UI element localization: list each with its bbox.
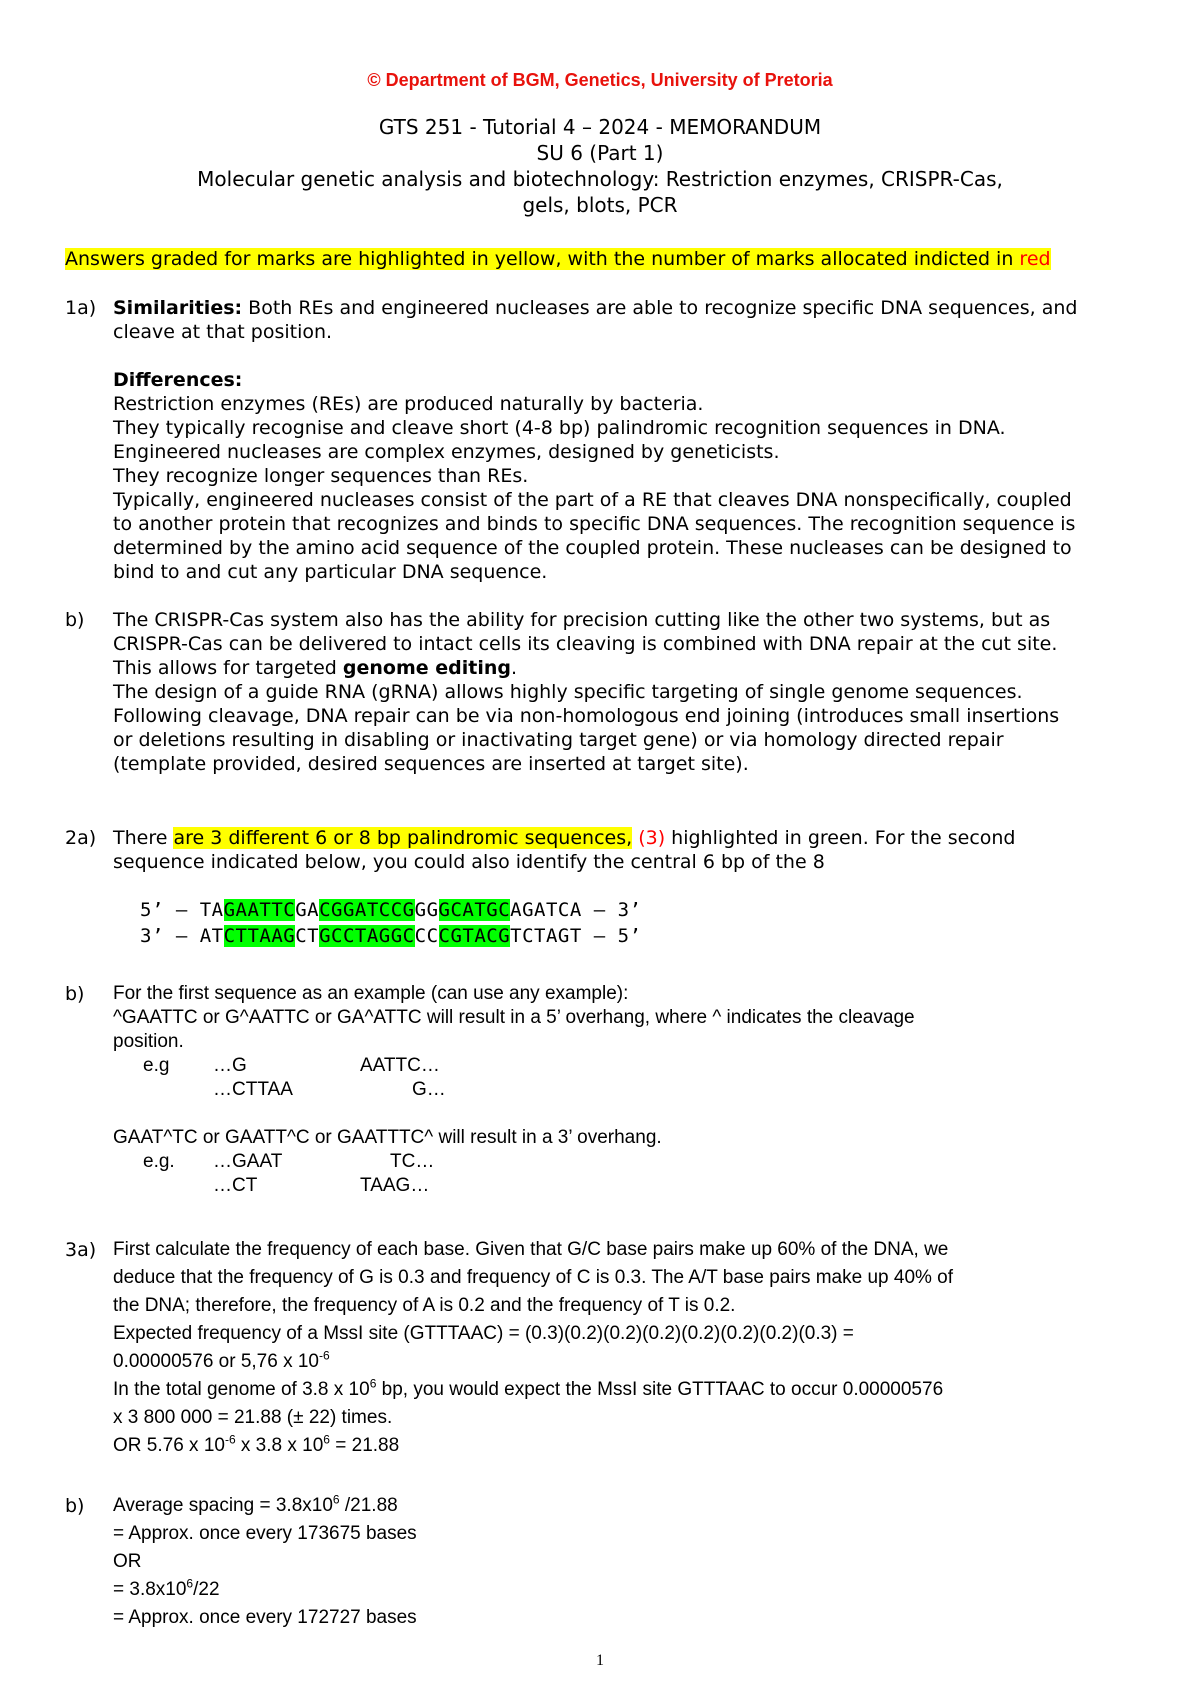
dna-strand-bottom [140,924,642,948]
q3b-line1-post: /21.88 [339,1495,398,1516]
q3a-line6 [113,1378,943,1402]
seq-part: CT [295,925,320,947]
q1a-line: Engineered nucleases are complex enzymes, designed by geneticists. [113,441,780,463]
similarities-heading: Similarities: [113,297,243,319]
q2a-pre: There [113,827,174,849]
page-number: 1 [596,1652,604,1669]
q3b-line: OR [113,1551,142,1572]
q2a-label: 2a) [65,827,97,849]
title-line-3: Molecular genetic analysis and biotechnology: Restriction enzymes, CRISPR-Cas, [197,167,1003,191]
palindrome-1: GAATTC [223,899,296,921]
grading-note [65,247,1051,271]
q3b-line4-post: /22 [193,1579,220,1600]
exponent: 6 [332,1492,340,1507]
q3b-line: = Approx. once every 172727 bases [113,1607,417,1628]
q1a-line: They recognize longer sequences than REs. [113,465,529,487]
q1a-line: Typically, engineered nucleases consist of the part of a RE that cleaves DNA nonspecifically, coupled [113,489,1072,511]
seq-part: 3’ – AT [140,925,224,947]
q3a-line5 [113,1350,330,1374]
eg1-top-left: …G [213,1055,247,1076]
palindrome-2: CGGATCCG [319,899,415,921]
title-line-2: SU 6 (Part 1) [536,141,664,165]
q2a-marks: (3) [638,827,666,849]
exponent: 6 [186,1576,194,1591]
seq-part: 5’ – TA [140,899,224,921]
q2b-line: GAAT^TC or GAATT^C or GAATTTC^ will result in a 3’ overhang. [113,1127,662,1148]
q1a-label: 1a) [65,297,97,319]
q2b-line: position. [113,1031,184,1052]
seq-part: GA [295,899,320,921]
q3a-line8-a: OR 5.76 x 10 [113,1435,225,1456]
q3a-label: 3a) [65,1239,97,1261]
seq-part: TCTAGT – 5’ [510,925,642,947]
seq-part: CC [414,925,439,947]
q2b-label: b) [65,983,85,1005]
eg1-label: e.g [143,1055,170,1076]
q1b-line: The CRISPR-Cas system also has the ability for precision cutting like the other two systems, but as [113,609,1051,631]
differences-heading: Differences: [113,369,243,391]
eg2-bottom-left: …CT [213,1175,258,1196]
palindrome-2: GCCTAGGC [319,925,415,947]
exponent: -6 [224,1432,236,1447]
q1a-line: They typically recognise and cleave short (4-8 bp) palindromic recognition sequences in DNA. [113,417,1006,439]
q1a-line: to another protein that recognizes and binds to specific DNA sequences. The recognition sequence is [113,513,1076,535]
q3a-line6-pre: In the total genome of 3.8 x 10 [113,1379,370,1400]
q1a-line: Restriction enzymes (REs) are produced naturally by bacteria. [113,393,704,415]
exponent: 6 [369,1376,377,1391]
palindrome-3: GCATGC [438,899,511,921]
q3a-line: the DNA; therefore, the frequency of A is 0.2 and the frequency of T is 0.2. [113,1295,736,1316]
seq-part: AGATCA – 3’ [510,899,642,921]
q1b-label: b) [65,609,85,631]
genome-editing-term: genome editing [342,657,511,679]
q3a-line8-c: = 21.88 [329,1435,400,1456]
title-line-4: gels, blots, PCR [522,193,678,217]
palindrome-1: CTTAAG [223,925,296,947]
q2a-line1 [113,826,1016,850]
copyright-notice: © Department of BGM, Genetics, University of Pretoria [367,70,833,90]
grading-note-red-word: red [1019,248,1051,270]
q3a-line: x 3 800 000 = 21.88 (± 22) times. [113,1407,393,1428]
eg1-top-right: AATTC… [360,1055,440,1076]
q3a-line: deduce that the frequency of G is 0.3 and frequency of C is 0.3. The A/T base pairs make up 40% of [113,1267,954,1288]
grading-note-text: Answers graded for marks are highlighted in yellow, with the number of marks allocated indicted in [65,248,1020,270]
q3a-line6-post: bp, you would expect the MssI site GTTTAAC to occur 0.00000576 [376,1379,944,1400]
q2a-line2: sequence indicated below, you could also identify the central 6 bp of the 8 [113,851,825,873]
q2b-line: ^GAATTC or G^AATTC or GA^ATTC will result in a 5’ overhang, where ^ indicates the cleavage [113,1007,915,1028]
q1b-line: Following cleavage, DNA repair can be via non-homologous end joining (introduces small insertions [113,705,1060,727]
q3a-line: First calculate the frequency of each base. Given that G/C base pairs make up 60% of the DNA, we [113,1239,949,1260]
q3b-line4-pre: = 3.8x10 [113,1579,187,1600]
q3b-line1-pre: Average spacing = 3.8x10 [113,1495,333,1516]
q3a-line5-text: 0.00000576 or 5,76 x 10 [113,1351,320,1372]
q1b-line: The design of a guide RNA (gRNA) allows highly specific targeting of single genome sequences. [113,681,1023,703]
q3a-line: Expected frequency of a MssI site (GTTTAAC) = (0.3)(0.2)(0.2)(0.2)(0.2)(0.2)(0.2)(0.3) = [113,1323,854,1344]
exponent: 6 [323,1432,330,1447]
exponent: -6 [319,1348,330,1363]
q1b-line: (template provided, desired sequences are inserted at target site). [113,753,749,775]
q1b-line: or deletions resulting in disabling or inactivating target gene) or via homology directed repair [113,729,1004,751]
title-line-1: GTS 251 - Tutorial 4 – 2024 - MEMORANDUM [378,115,822,139]
q1a-similarities [113,296,1077,320]
eg2-top-right: TC… [390,1151,435,1172]
q3a-line8-b: x 3.8 x 10 [235,1435,324,1456]
q1a-line: determined by the amino acid sequence of the coupled protein. These nucleases can be designed to [113,537,1072,559]
q3b-line: = Approx. once every 173675 bases [113,1523,417,1544]
eg1-bottom-right: G… [412,1079,446,1100]
q1a-similarities-line2: cleave at that position. [113,321,333,343]
q2b-line: For the first sequence as an example (can use any example): [113,983,629,1004]
dna-strand-top [140,898,642,922]
q2a-post: highlighted in green. For the second [665,827,1016,849]
similarities-text: Both REs and engineered nucleases are able to recognize specific DNA sequences, and [242,297,1078,319]
q3b-line4 [113,1578,220,1602]
q3b-label: b) [65,1495,85,1517]
eg2-top-left: …GAAT [213,1151,283,1172]
q1b-line3-pre: This allows for targeted [113,657,343,679]
eg2-bottom-right: TAAG… [360,1175,430,1196]
seq-part: GG [414,899,439,921]
q2a-graded-answer: are 3 different 6 or 8 bp palindromic sequences, [173,827,633,849]
eg1-bottom-left: …CTTAA [213,1079,293,1100]
q3b-line1 [113,1494,398,1518]
q3a-line8 [113,1434,399,1458]
palindrome-3: CGTACG [438,925,511,947]
q1a-line: bind to and cut any particular DNA sequence. [113,561,548,583]
eg2-label: e.g. [143,1151,175,1172]
q1b-line3-post: . [511,657,518,679]
q1b-line: CRISPR-Cas can be delivered to intact cells its cleaving is combined with DNA repair at the cut site. [113,633,1058,655]
q1b-line3 [113,656,517,680]
